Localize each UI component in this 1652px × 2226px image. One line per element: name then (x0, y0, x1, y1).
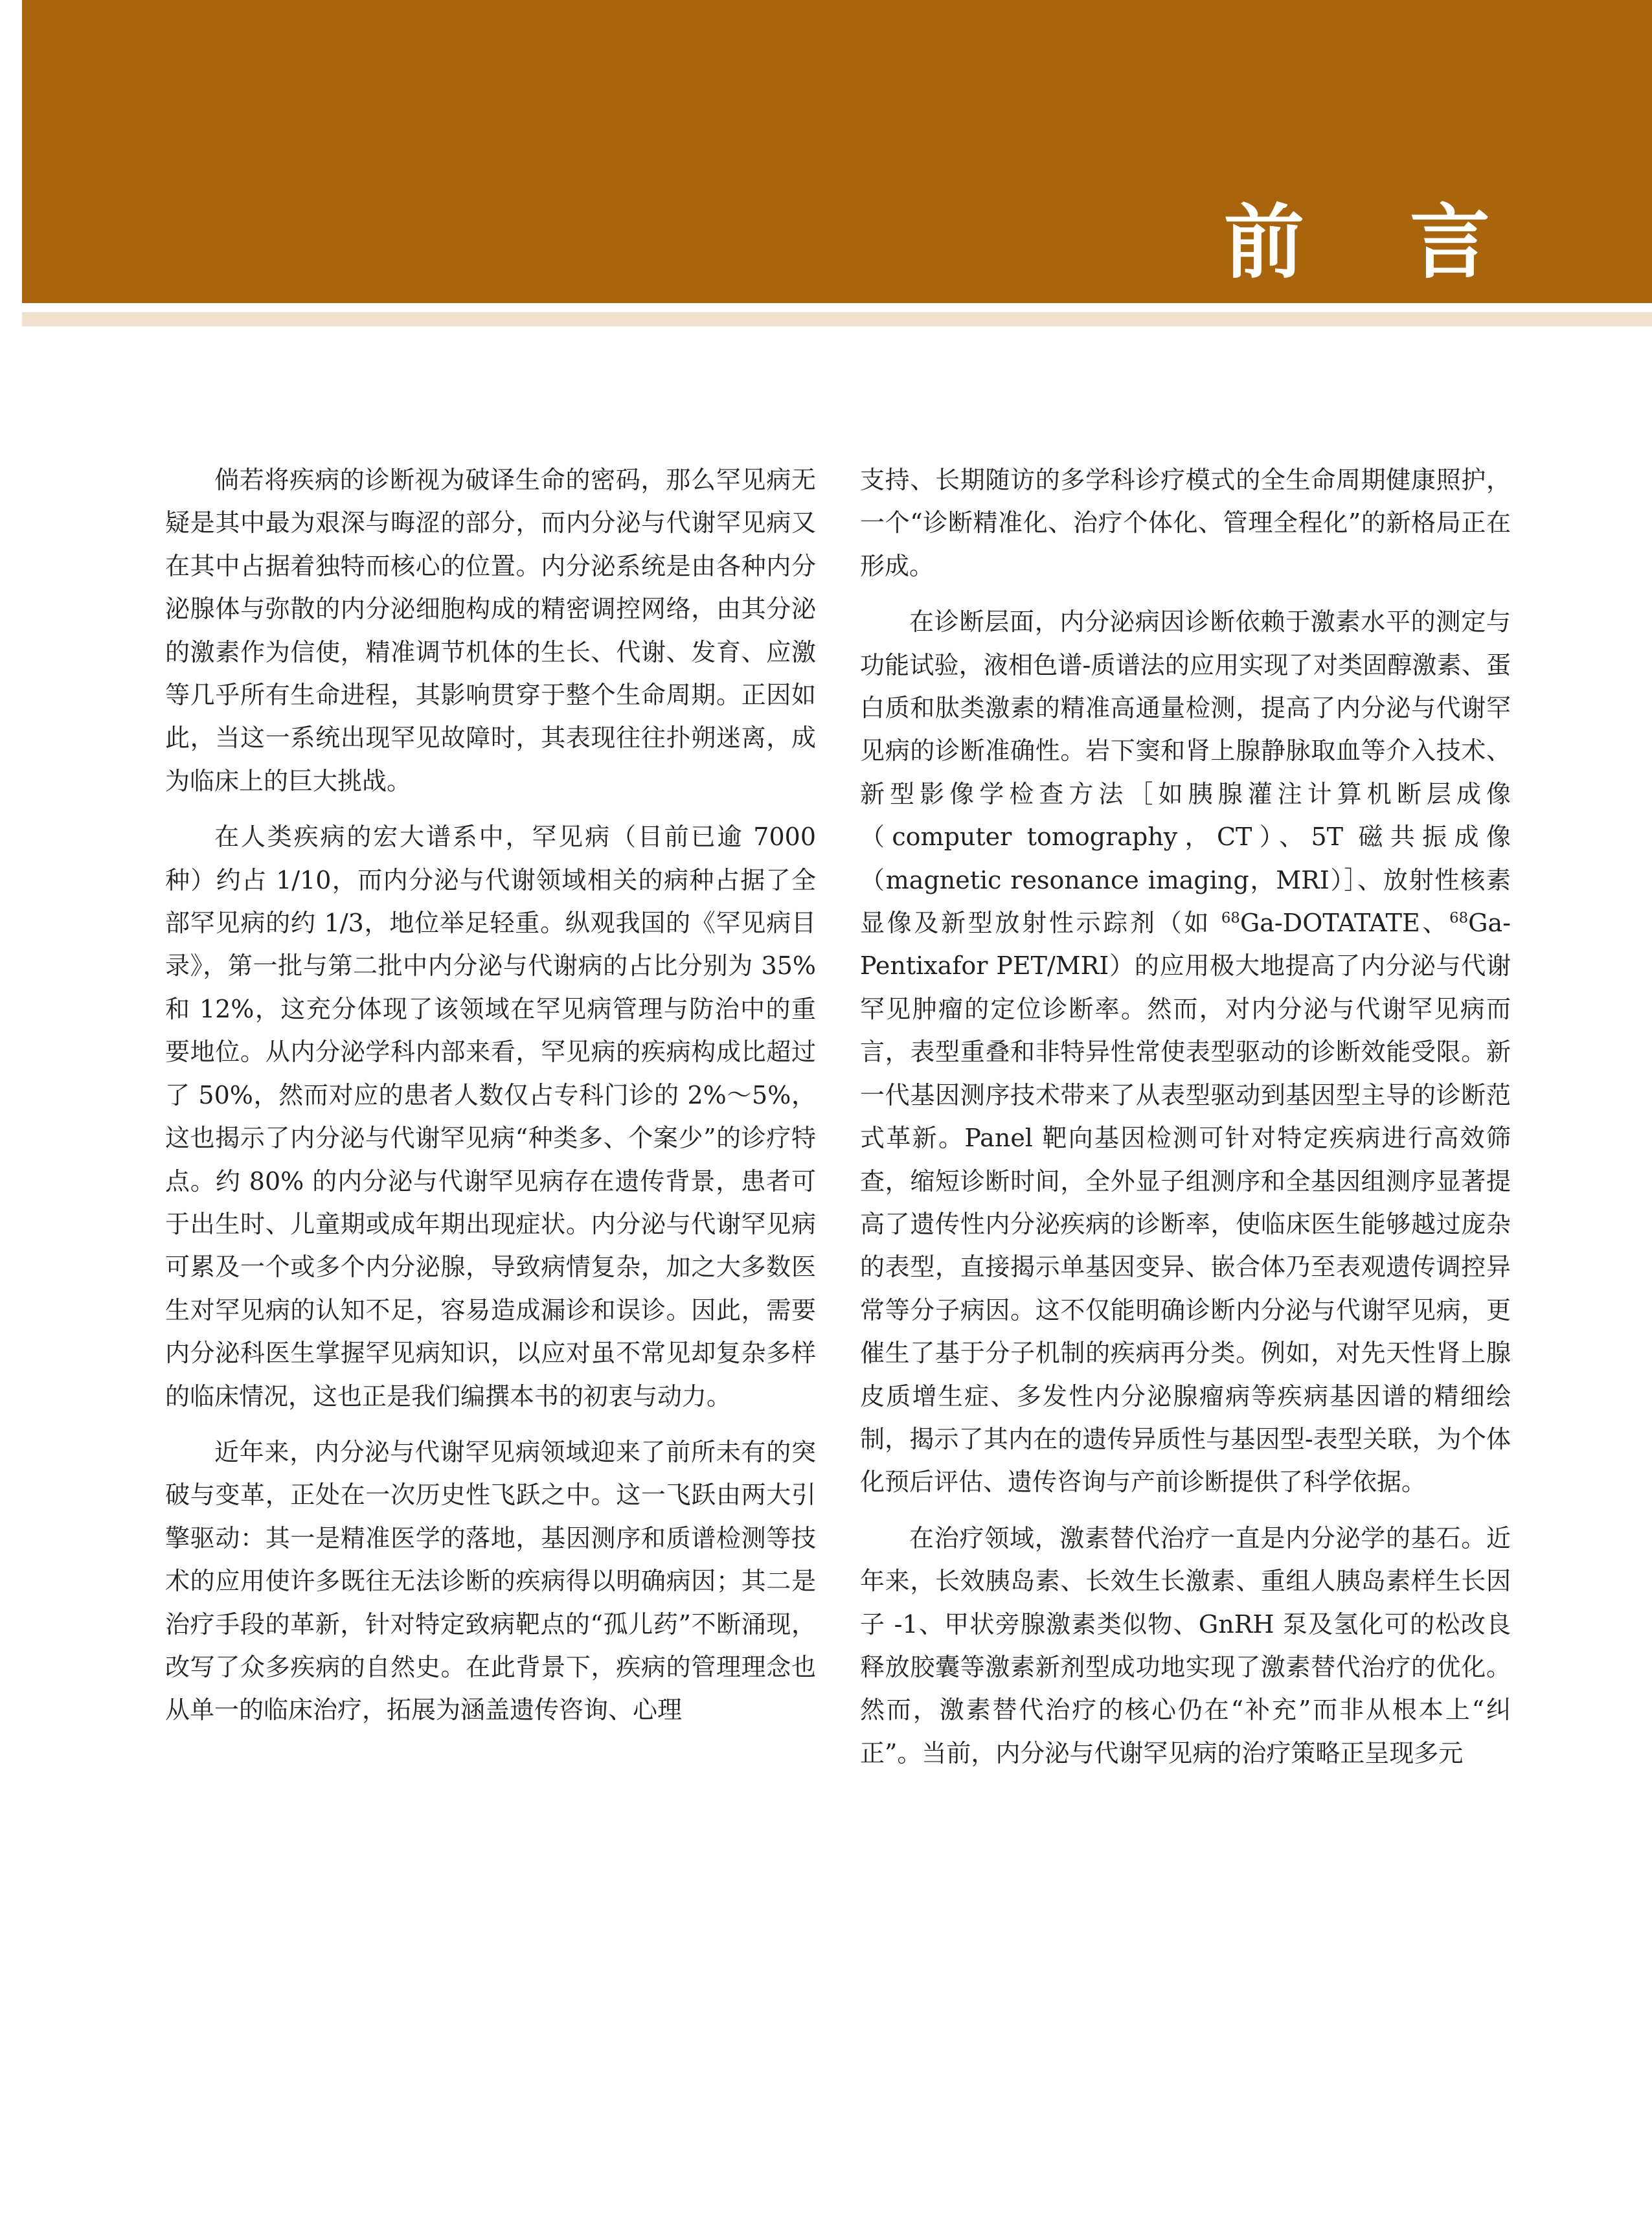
diagnosis-tracer-1: Ga-DOTATATE、 (1239, 909, 1450, 938)
right-column (860, 459, 1511, 1788)
isotope-superscript: 68 (1449, 909, 1469, 927)
header-rule (22, 312, 1652, 326)
diagnosis-text-part1: 在诊断层面，内分泌病因诊断依赖于激素水平的测定与功能试验，液相色谱-质谱法的应用实现了对类固醇激素、蛋白质和肽类激素的精准高通量检测，提高了内分泌与代谢罕见病的诊断准确性。岩下窦和肾上腺静脉取血等介入技术、新型影像学检查方法［如胰腺灌注计算机断层成像（computer tomography，CT）、5T 磁共振成像（magnetic resonance imaging，MRI）］、放射性核素显像及新型放射性示踪剂（如 (860, 608, 1511, 938)
left-column (165, 459, 816, 1745)
paragraph-recent-advances: 近年来，内分泌与代谢罕见病领域迎来了前所未有的突破与变革，正处在一次历史性飞跃之中。这一飞跃由两大引擎驱动：其一是精准医学的落地，基因测序和质谱检测等技术的应用使许多既往无法诊断的疾病得以明确病因；其二是治疗手段的革新，针对特定致病靶点的“孤儿药”不断涌现，改写了众多疾病的自然史。在此背景下，疾病的管理理念也从单一的临床治疗，拓展为涵盖遗传咨询、心理 (165, 1437, 816, 1725)
paragraph-diagnosis (860, 600, 1511, 1504)
isotope-superscript: 68 (1221, 909, 1240, 927)
page-title: 前 言 (1223, 196, 1529, 290)
paragraph-treatment: 在治疗领域，激素替代治疗一直是内分泌学的基石。近年来，长效胰岛素、长效生长激素、重组人胰岛素样生长因子 -1、甲状旁腺激素类似物、GnRH 泵及氢化可的松改良释放胶囊等激素新剂型成功地实现了激素替代治疗的优化。然而，激素替代治疗的核心仍在“补充”而非从根本上“纠正”。当前，内分泌与代谢罕见病的治疗策略正呈现多元 (860, 1523, 1511, 1767)
paragraph-continuation: 支持、长期随访的多学科诊疗模式的全生命周期健康照护，一个“诊断精准化、治疗个体化、管理全程化”的新格局正在形成。 (860, 466, 1511, 580)
diagnosis-text-part2: Ga-Pentixafor PET/MRI）的应用极大地提高了内分泌与代谢罕见肿瘤的定位诊断率。然而，对内分泌与代谢罕见病而言，表型重叠和非特异性常使表型驱动的诊断效能受限。新一代基因测序技术带来了从表型驱动到基因型主导的诊断范式革新。Panel 靶向基因检测可针对特定疾病进行高效筛查，缩短诊断时间，全外显子组测序和全基因组测序显著提高了遗传性内分泌疾病的诊断率，使临床医生能够越过庞杂的表型，直接揭示单基因变异、嵌合体乃至表观遗传调控异常等分子病因。这不仅能明确诊断内分泌与代谢罕见病，更催生了基于分子机制的疾病再分类。例如，对先天性肾上腺皮质增生症、多发性内分泌腺瘤病等疾病基因谱的精细绘制，揭示了其内在的遗传异质性与基因型-表型关联，为个体化预后评估、遗传咨询与产前诊断提供了科学依据。 (860, 909, 1511, 1497)
paragraph-rare-disease-spectrum: 在人类疾病的宏大谱系中，罕见病（目前已逾 7000 种）约占 1/10，而内分泌与代谢领域相关的病种占据了全部罕见病的约 1/3，地位举足轻重。纵观我国的《罕见病目录》，第一批与第二批中内分泌与代谢病的占比分别为 35% 和 12%，这充分体现了该领域在罕见病管理与防治中的重要地位。从内分泌学科内部来看，罕见病的疾病构成比超过了 50%，然而对应的患者人数仅占专科门诊的 2%～5%，这也揭示了内分泌与代谢罕见病“种类多、个案少”的诊疗特点。约 80% 的内分泌与代谢罕见病存在遗传背景，患者可于出生时、儿童期或成年期出现症状。内分泌与代谢罕见病可累及一个或多个内分泌腺，导致病情复杂，加之大多数医生对罕见病的认知不足，容易造成漏诊和误诊。因此，需要内分泌科医生掌握罕见病知识，以应对虽不常见却复杂多样的临床情况，这也正是我们编撰本书的初衷与动力。 (165, 823, 816, 1411)
header-band (22, 0, 1652, 303)
paragraph-intro: 倘若将疾病的诊断视为破译生命的密码，那么罕见病无疑是其中最为艰深与晦涩的部分，而内分泌与代谢罕见病又在其中占据着独特而核心的位置。内分泌系统是由各种内分泌腺体与弥散的内分泌细胞构成的精密调控网络，由其分泌的激素作为信使，精准调节机体的生长、代谢、发育、应激等几乎所有生命进程，其影响贯穿于整个生命周期。正因如此，当这一系统出现罕见故障时，其表现往往扑朔迷离，成为临床上的巨大挑战。 (165, 466, 816, 795)
